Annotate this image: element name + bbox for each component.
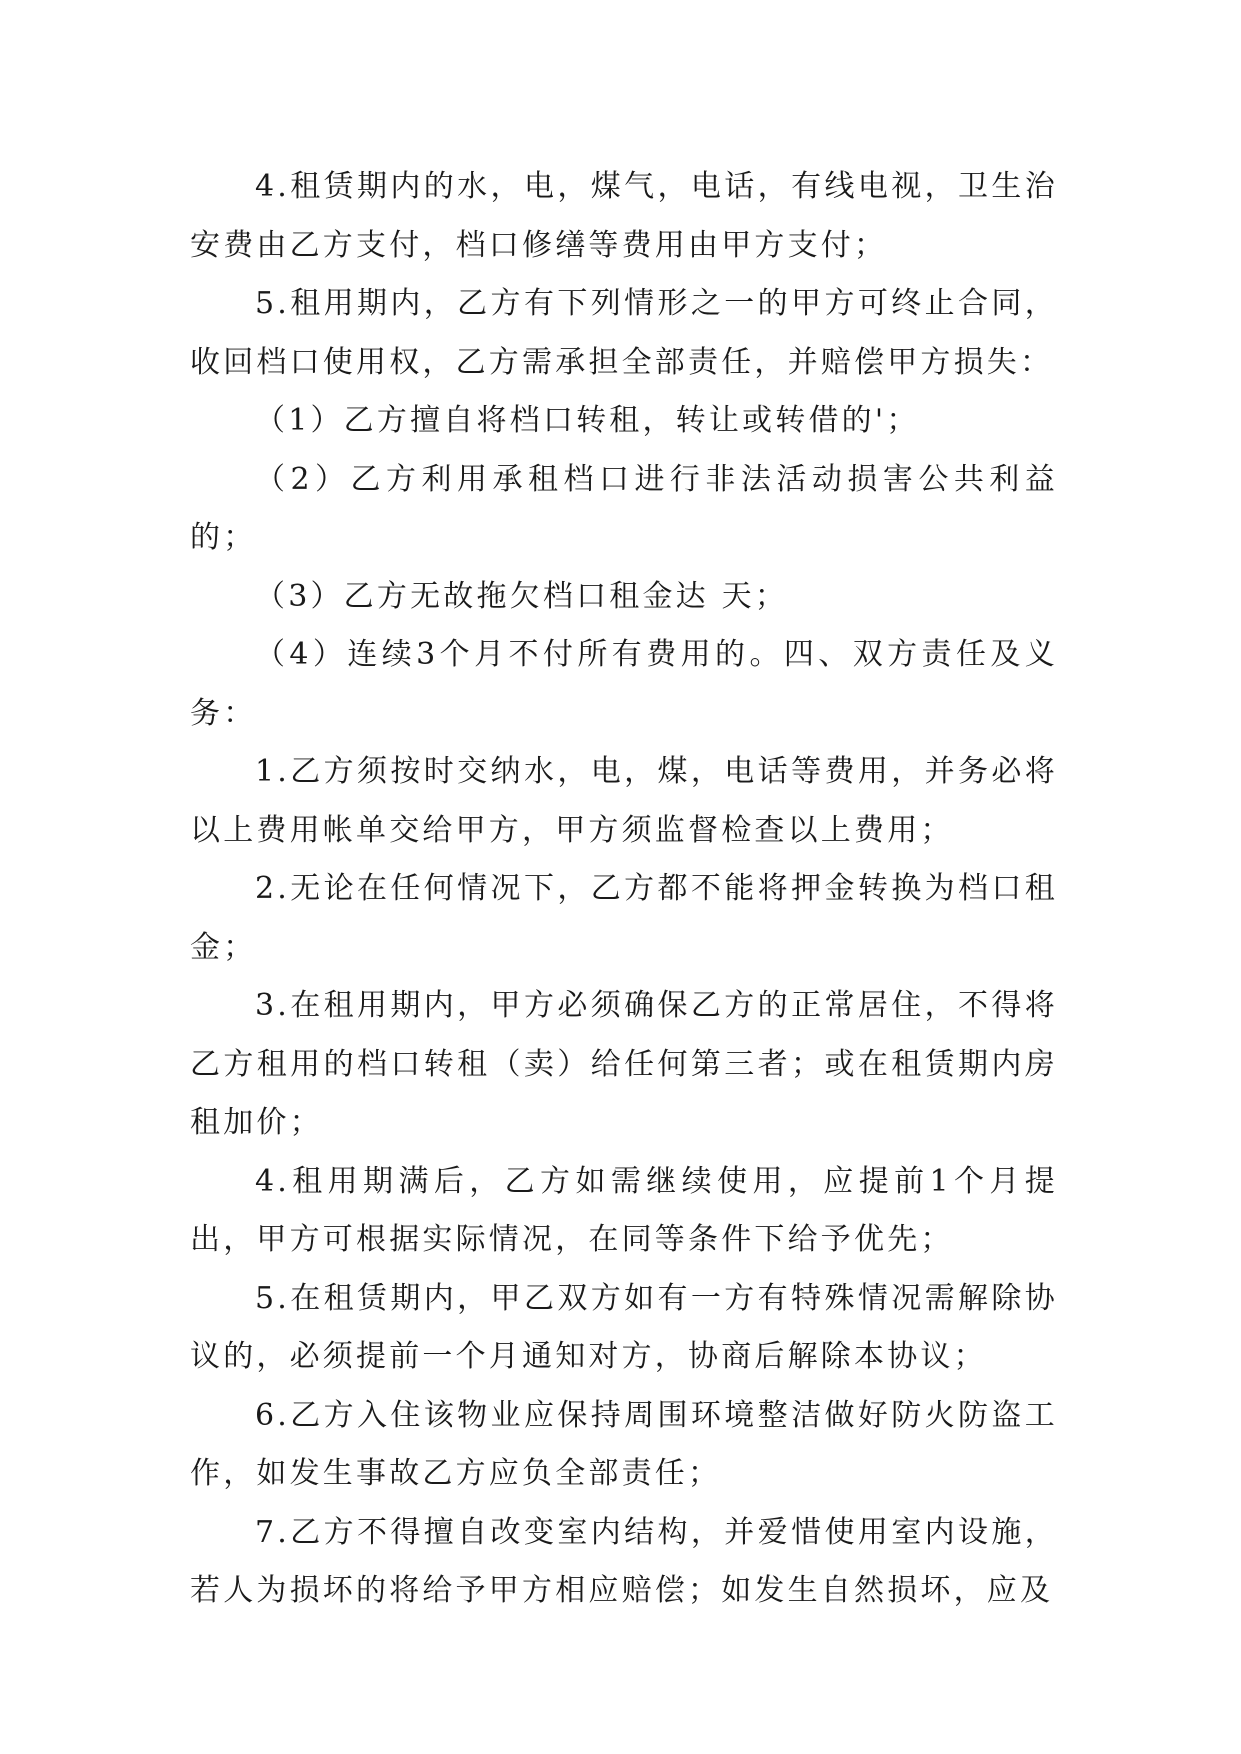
paragraph-normal-residence: 3.在租用期内，甲方必须确保乙方的正常居住，不得将乙方租用的档口转租（卖）给任何第三者；或在租赁期内房租加价；	[190, 988, 1058, 1140]
list-item-illegal-activity: （2）乙方利用承租档口进行非法活动损害公共利益的；	[190, 461, 1058, 555]
paragraph-pay-fees: 1.乙方须按时交纳水，电，煤，电话等费用，并务必将以上费用帐单交给甲方，甲方须监督检查以上费用；	[190, 754, 1058, 848]
list-item-sublease: （1）乙方擅自将档口转租，转让或转借的'；	[255, 403, 920, 438]
paragraph-fire-safety: 6.乙方入住该物业应保持周围环境整洁做好防火防盗工作，如发生事故乙方应负全部责任；	[190, 1397, 1058, 1491]
list-item-rent-arrears: （3）乙方无故拖欠档口租金达 天；	[255, 578, 789, 614]
paragraph-termination-conditions: 5.租用期内，乙方有下列情形之一的甲方可终止合同，收回档口使用权，乙方需承担全部责任，并赔偿甲方损失：	[190, 286, 1058, 380]
list-item-unpaid-fees: （4）连续3个月不付所有费用的。四、双方责任及义务：	[190, 637, 1058, 731]
paragraph-structure-changes: 7.乙方不得擅自改变室内结构，并爱惜使用室内设施，若人为损坏的将给予甲方相应赔偿；如发生自然损坏，应及	[190, 1514, 1058, 1608]
paragraph-deposit: 2.无论在任何情况下，乙方都不能将押金转换为档口租金；	[190, 871, 1058, 965]
paragraph-early-termination: 5.在租赁期内，甲乙双方如有一方有特殊情况需解除协议的，必须提前一个月通知对方，协商后解除本协议；	[190, 1280, 1058, 1374]
paragraph-renewal: 4.租用期满后，乙方如需继续使用，应提前1个月提出，甲方可根据实际情况，在同等条件下给予优先；	[190, 1163, 1058, 1257]
paragraph-utility-fees: 4.租赁期内的水，电，煤气，电话，有线电视，卫生治安费由乙方支付，档口修缮等费用由甲方支付；	[190, 169, 1058, 263]
document-body	[190, 158, 1058, 1621]
